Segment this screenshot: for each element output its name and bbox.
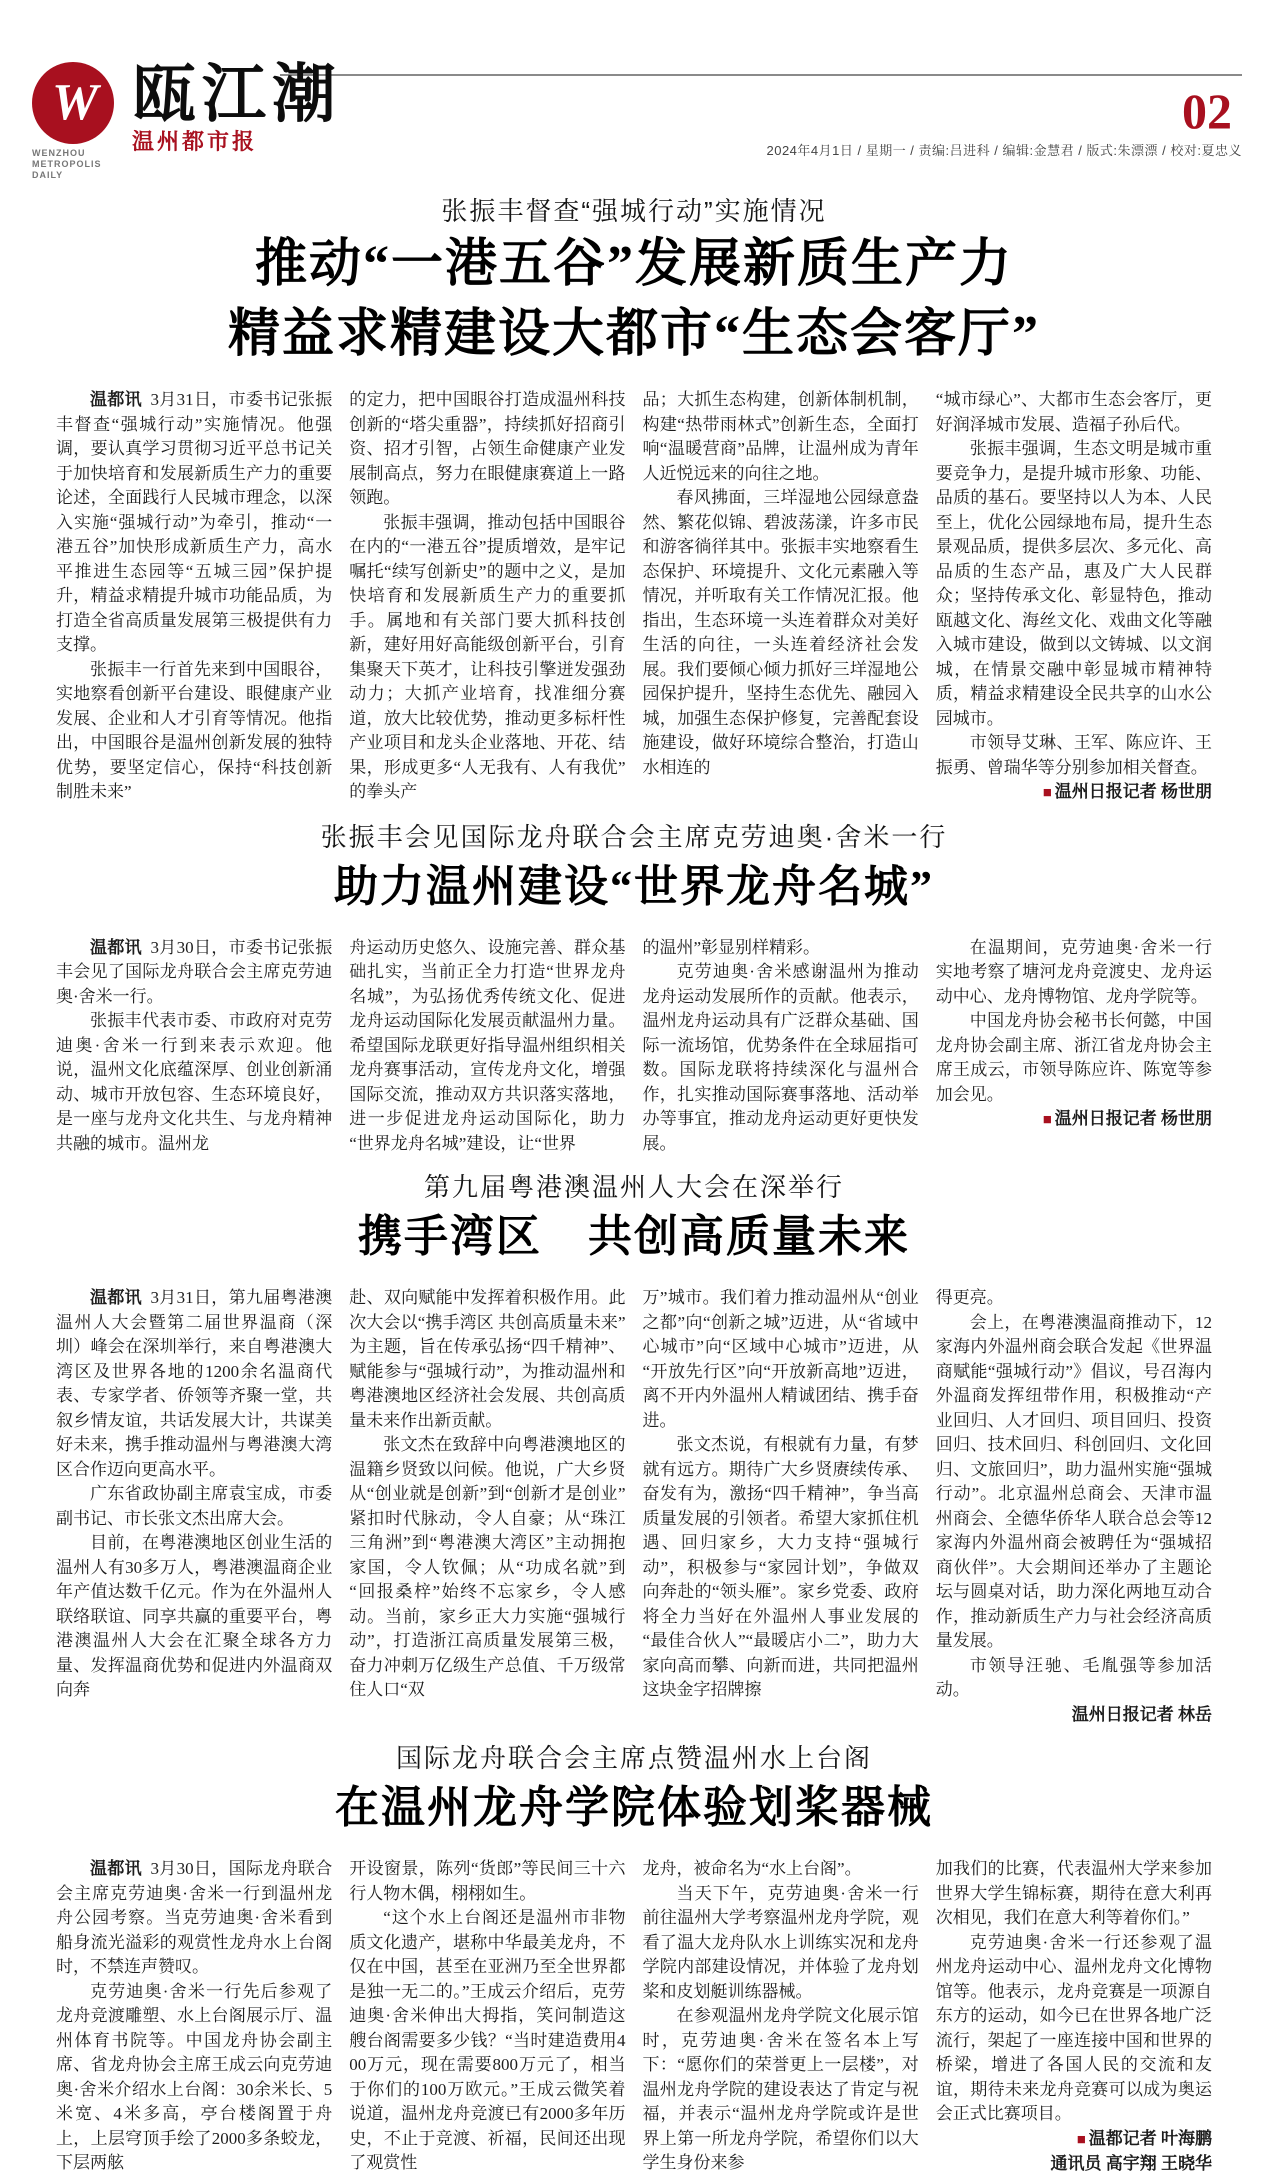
article-dragon-boat-city — [56, 820, 1212, 1157]
article-headline-line2: 精益求精建设大都市“生态会客厅” — [227, 306, 1040, 363]
paragraph: 克劳迪奥·舍米一行还参观了温州龙舟运动中心、温州龙舟文化博物馆等。他表示，龙舟竞赛是一项源自东方的运动，如今已在世界各地广泛流行，架起了一座连接中国和世界的桥梁，增进了各国人民的交流和友谊，期待未来龙舟竞赛可以成为奥运会正式比赛项目。 — [935, 1932, 1212, 2123]
article-column — [936, 1857, 1212, 2177]
wenzhou-daily-logo-icon: W — [32, 62, 114, 144]
article-headline-line1: 推动“一港五谷”发展新质生产力 — [254, 236, 1013, 293]
article-greater-bay-conference — [56, 1170, 1212, 1727]
masthead-subtitle: 温州都市报 — [132, 129, 258, 154]
paragraph: “这个水上台阁还是温州市非物质文化遗产，堪称中华最美龙舟，不仅在中国，甚至在亚洲乃至全世界都是独一无二的。”王成云介绍后，克劳迪奥·舍米伸出大拇指，笑问制造这艘台阁需要多少钱？“当时建造费用400万元，现在需要800万元了，相当于你们的100万欧元。”王成云微笑着说道，温州龙舟竞渡已有2000多年历史，不止于竞渡、祈福，民间还出现了观赏性 — [349, 1908, 626, 2172]
byline: ■ 温州日报记者 杨世朋 — [1042, 782, 1212, 801]
paragraph: 会上，在粤港澳温商推动下，12家海内外温州商会联合发起《世界温商赋能“强城行动”》倡议，号召海内外温商发挥纽带作用，积极推动“产业回归、人才回归、项目回归、投资回归、技术回归、科创回归、文化回归、文旅回归”，助力温州实施“强城行动”。北京温州总商会、天津市温州商会、全德华侨华人联合总会等12家海内外温州商会被聘任为“强城招商伙伴”。大会期间还举办了主题论坛与圆桌对话，助力深化两地互动合作，推动新质生产力与社会经济高质量发展。 — [935, 1312, 1212, 1650]
article-kicker: 张振丰会见国际龙舟联合会主席克劳迪奥·舍米一行 — [320, 821, 948, 852]
article-column — [56, 1286, 332, 1727]
article-column — [643, 1857, 919, 2177]
paragraph: “城市绿心”、大都市生态会客厅，更好润泽城市发展、造福子孙后代。 — [935, 390, 1212, 434]
page-number: 02 — [1182, 83, 1232, 139]
dateline-lead: 温都讯 — [90, 1859, 142, 1878]
byline: ■ 温都记者 叶海鹏 — [1076, 2128, 1212, 2148]
byline-square-icon: ■ — [1042, 785, 1052, 801]
paragraph: 加我们的比赛，代表温州大学来参加世界大学生锦标赛，期待在意大利再次相见，我们在意大利等着你们。” — [935, 1859, 1212, 1927]
paragraph: 温都讯 3月30日，国际龙舟联合会主席克劳迪奥·舍米一行到温州龙舟公园考察。当克劳迪奥·舍米看到船身流光溢彩的观赏性龙舟水上台阁时，不禁连声赞叹。 — [56, 1859, 333, 1976]
paragraph: 赴、双向赋能中发挥着积极作用。此次大会以“携手湾区 共创高质量未来”为主题，旨在传承弘扬“四千精神”、赋能参与“强城行动”，为推动温州和粤港澳地区经济社会发展、共创高质量未来作出新贡献。 — [349, 1288, 626, 1430]
paragraph: 温都讯 3月31日，市委书记张振丰督查“强城行动”实施情况。他强调，要认真学习贯彻习近平总书记关于加快培育和发展新质生产力的重要论述，全面践行人民城市理念，以深入实施“强城行动”为牵引，推动“一港五谷”加快形成新质生产力，高水平推进生态园等“五城三园”保护提升，精益求精提升城市功能品质，为打造全省高质量发展第三极提供有力支撑。 — [56, 390, 333, 654]
paragraph: 克劳迪奥·舍米一行先后参观了龙舟竞渡雕塑、水上台阁展示厅、温州体育书院等。中国龙舟协会副主席、省龙舟协会主席王成云向克劳迪奥·舍米介绍水上台阁：30余米长、5米宽、4米多高，亭台楼阁置于舟上，上层穹顶手绘了2000多条蛟龙，下层两舷 — [56, 1981, 333, 2172]
paragraph: 舟运动历史悠久、设施完善、群众基础扎实，当前正全力打造“世界龙舟名城”，为弘扬优秀传统文化、促进龙舟运动国际化发展贡献温州力量。希望国际龙联更好指导温州组织相关龙舟赛事活动，宣传龙舟文化，增强国际交流，推动双方共识落实落地，进一步促进龙舟运动国际化，助力“世界龙舟名城”建设，让“世界 — [349, 937, 626, 1153]
paragraph: 张振丰代表市委、市政府对克劳迪奥·舍米一行到来表示欢迎。他说，温州文化底蕴深厚、创业创新涌动、城市开放包容、生态环境良好，是一座与龙舟文化共生、与龙舟精神共融的城市。温州龙 — [56, 1011, 333, 1153]
dateline-lead: 温都讯 — [90, 1288, 142, 1307]
dateline-lead: 温都讯 — [90, 937, 142, 957]
byline: 温州日报记者 林岳 — [1071, 1704, 1212, 1724]
paragraph: 当天下午，克劳迪奥·舍米一行前往温州大学考察温州龙舟学院，观看了温大龙舟队水上训练实况和龙舟学院内部建设情况，并体验了龙舟划桨和皮划艇训练器械。 — [642, 1883, 919, 2001]
masthead-title: 瓯江潮 — [132, 59, 342, 130]
article-body — [56, 1857, 1212, 2177]
article-column — [56, 1857, 332, 2177]
paragraph: 的定力，把中国眼谷打造成温州科技创新的“塔尖重器”，持续抓好招商引资、招才引智，占领生命健康产业发展制高点，努力在眼健康赛道上一路领跑。 — [349, 390, 626, 507]
article-column — [349, 1857, 625, 2177]
article-column — [349, 1286, 625, 1727]
article-dragon-boat-college — [56, 1741, 1212, 2177]
article-column — [643, 1286, 919, 1727]
article-kicker: 张振丰督查“强城行动”实施情况 — [441, 196, 827, 226]
article-headline: 在温州龙舟学院体验划桨器械 — [335, 1783, 933, 1832]
byline: 通讯员 高宇翔 王晓华 — [1050, 2154, 1212, 2173]
paragraph: 万”城市。我们着力推动温州从“创业之都”向“创新之城”迈进，从“省域中心城市”向“区域中心城市”迈进，从“开放先行区”向“开放新高地”迈进，离不开内外温州人精诚团结、携手奋进。 — [642, 1288, 919, 1430]
article-qiangcheng-action — [56, 194, 1212, 806]
paragraph: 在温期间，克劳迪奥·舍米一行实地考察了塘河龙舟竞渡史、龙舟运动中心、龙舟博物馆、龙舟学院等。 — [935, 937, 1212, 1006]
paragraph: 目前，在粤港澳地区创业生活的温州人有30多万人，粤港澳温商企业年产值达数千亿元。作为在外温州人联络联谊、同享共赢的重要平台，粤港澳温州人大会在汇聚全球各方力量、发挥温商优势和促进内外温商双向奔 — [56, 1533, 333, 1699]
paragraph: 温都讯 3月31日，第九届粤港澳温州人大会暨第二届世界温商（深圳）峰会在深圳举行，来自粤港澳大湾区及世界各地的1200余名温商代表、专家学者、侨领等齐聚一堂，共叙乡情友谊，共话发展大计，共谋美好未来，携手推动温州与粤港澳大湾区合作迈向更高水平。 — [56, 1288, 333, 1479]
paragraph: 温都讯 3月30日，市委书记张振丰会见了国际龙舟联合会主席克劳迪奥·舍米一行。 — [56, 937, 333, 1006]
paragraph: 得更亮。 — [935, 1288, 1004, 1307]
paragraph: 张文杰在致辞中向粤港澳地区的温籍乡贤致以问候。他说，广大乡贤从“创业就是创新”到“创新才是创业”紧扣时代脉动，令人自豪；从“珠江三角洲”到“粤港澳大湾区”主动拥抱家国，令人钦佩；从“功成名就”到“回报桑梓”始终不忘家乡，令人感动。当前，家乡正大力实施“强城行动”，打造浙江高质量发展第三极，奋力冲刺万亿级生产总值、千万级常住人口“双 — [349, 1435, 626, 1699]
article-body — [56, 936, 1212, 1157]
article-kicker: 第九届粤港澳温州人大会在深举行 — [423, 1172, 844, 1202]
article-body — [56, 388, 1212, 806]
masthead-logo-block — [32, 59, 342, 180]
page-content — [56, 194, 1212, 2177]
paragraph: 张振丰强调，推动包括中国眼谷在内的“一港五谷”提质增效，是牢记嘱托“续写创新史”的题中之义，是加快培育和发展新质生产力的重要抓手。属地和有关部门要大抓科技创新，建好用好高能级创新平台，引育集聚天下英才，让科技引擎迸发强劲动力；大抓产业培育，找准细分赛道，放大比较优势，推动更多标杆性产业项目和龙头企业落地、开花、结果，形成更多“人无我有、人有我优”的拳头产 — [349, 512, 626, 801]
masthead-header — [32, 56, 1244, 180]
article-column — [349, 388, 625, 806]
article-column — [56, 388, 332, 806]
paragraph: 市领导艾琳、王军、陈应许、王振勇、曾瑞华等分别参加相关督查。 — [935, 733, 1212, 777]
logo-caption: WENZHOU METROPOLIS DAILY — [32, 148, 102, 180]
dateline-lead: 温都讯 — [90, 390, 142, 409]
paragraph: 广东省政协副主席袁宝成，市委副书记、市长张文杰出席大会。 — [56, 1484, 333, 1528]
paragraph: 在参观温州龙舟学院文化展示馆时，克劳迪奥·舍米在签名本上写下：“愿你们的荣誉更上一层楼”，对温州龙舟学院的建设表达了肯定与祝福，并表示“温州龙舟学院或许是世界上第一所龙舟学院，希望你们以大学生身份来参 — [642, 2006, 919, 2172]
paragraph: 开设窗景，陈列“货郎”等民间三十六行人物木偶，栩栩如生。 — [349, 1859, 626, 1903]
paragraph: 市领导汪驰、毛胤强等参加活动。 — [935, 1655, 1212, 1699]
article-headline: 助力温州建设“世界龙舟名城” — [334, 861, 934, 911]
paragraph: 的温州”彰显别样精彩。 — [642, 937, 821, 957]
paragraph: 克劳迪奥·舍米感谢温州为推动龙舟运动发展所作的贡献。他表示，温州龙舟运动具有广泛群众基础、国际一流场馆，优势条件在全球屈指可数。国际龙联将持续深化与温州合作，扎实推动国际赛事落地、活动举办等事宜，推动龙舟运动更好更快发展。 — [642, 962, 919, 1153]
article-column — [643, 388, 919, 806]
paragraph: 张文杰说，有根就有力量，有梦就有远方。期待广大乡贤赓续传承、奋发有为，激扬“四千精神”，争当高质量发展的引领者。希望大家抓住机遇、回归家乡，大力支持“强城行动”，积极参与“家园计划”，争做双向奔赴的“领头雁”。家乡党委、政府将全力当好在外温州人事业发展的“最佳合伙人”“最暖店小二”，助力大家向高而攀、向新而进，共同把温州这块金字招牌擦 — [642, 1435, 919, 1699]
paragraph: 张振丰一行首先来到中国眼谷，实地察看创新平台建设、眼健康产业发展、企业和人才引育等情况。他指出，中国眼谷是温州创新发展的独特优势，要坚定信心，保持“科技创新制胜未来” — [56, 659, 333, 801]
dateline: 2024年4月1日 / 星期一 / 责编:吕进科 / 编辑:金慧君 / 版式:朱漂漂 / 校对:夏忠义 — [766, 143, 1242, 158]
article-body — [56, 1286, 1212, 1727]
paragraph: 龙舟，被命名为“水上台阁”。 — [642, 1859, 862, 1878]
paragraph: 品；大抓生态构建，创新体制机制，构建“热带雨林式”创新生态，全面打响“温暖营商”品牌，让温州成为青年人近悦远来的向往之地。 — [642, 390, 919, 483]
paragraph: 中国龙舟协会秘书长何懿，中国龙舟协会副主席、浙江省龙舟协会主席王成云，市领导陈应许、陈宽等参加会见。 — [935, 1011, 1212, 1104]
article-column — [643, 936, 919, 1157]
byline-square-icon: ■ — [1076, 2131, 1086, 2148]
article-column — [936, 936, 1212, 1157]
article-column — [936, 388, 1212, 806]
article-column — [936, 1286, 1212, 1727]
byline: ■ 温州日报记者 杨世朋 — [1042, 1109, 1212, 1128]
paragraph: 张振丰强调，生态文明是城市重要竞争力，是提升城市形象、功能、品质的基石。要坚持以人为本、人民至上，优化公园绿地布局，提升生态景观品质，提供多层次、多元化、高品质的生态产品，惠及广大人民群众；坚持传承文化、彰显特色，推动瓯越文化、海丝文化、戏曲文化等融入城市建设，做到以文铸城、以文润城，在情景交融中彰显城市精神特质，精益求精建设全民共享的山水公园城市。 — [935, 439, 1212, 728]
article-kicker: 国际龙舟联合会主席点赞温州水上台阁 — [395, 1743, 872, 1773]
paragraph: 春风拂面，三垟湿地公园绿意盎然、繁花似锦、碧波荡漾，许多市民和游客徜徉其中。张振丰实地察看生态保护、环境提升、文化元素融入等情况，并听取有关工作情况汇报。他指出，生态环境一头连着群众对美好生活的向往，一头连着经济社会发展。我们要倾心倾力抓好三垟湿地公园保护提升，坚持生态优先、融园入城，加强生态保护修复，完善配套设施建设，做好环境综合整治，打造山水相连的 — [642, 488, 919, 777]
article-headline: 携手湾区 共创高质量未来 — [358, 1212, 910, 1261]
byline-square-icon: ■ — [1042, 1112, 1052, 1128]
article-column — [56, 936, 332, 1157]
article-column — [349, 936, 625, 1157]
header-rule — [280, 74, 1242, 76]
